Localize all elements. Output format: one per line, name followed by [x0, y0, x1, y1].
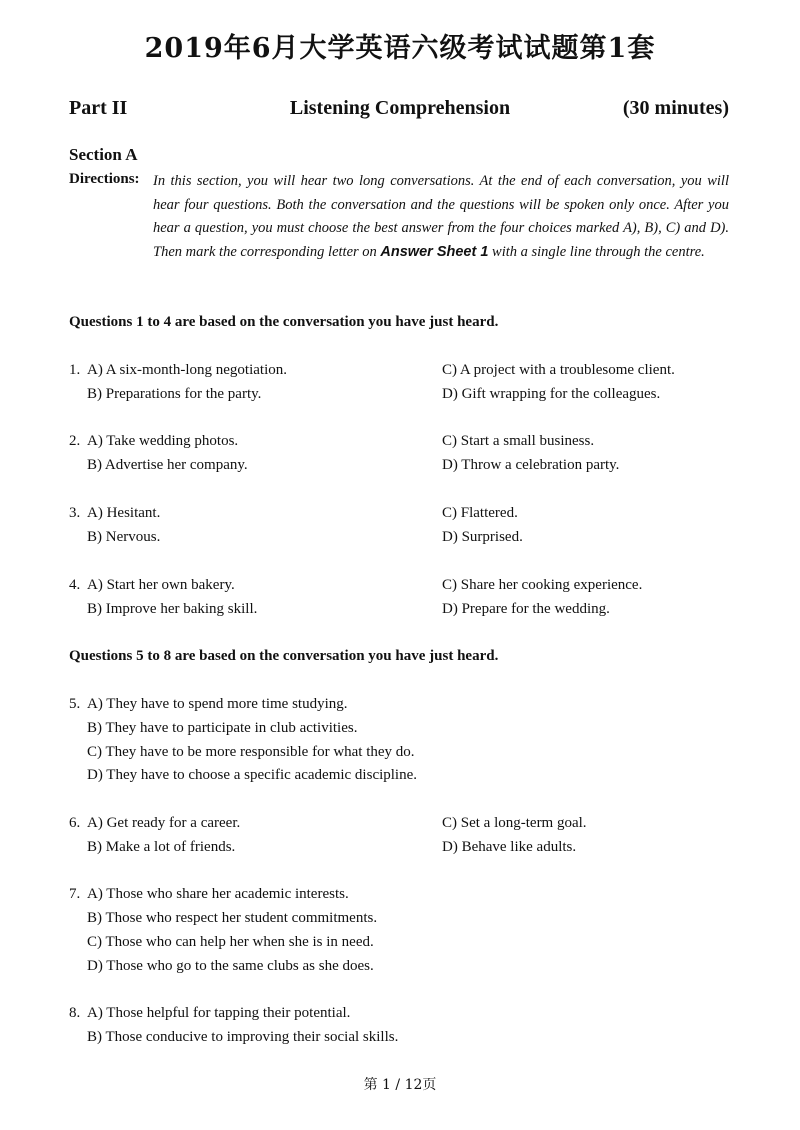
option-b: B) Preparations for the party.: [87, 386, 262, 402]
directions-text-before: In this section, you will hear two long conversations. At the end of each conversation, you will hear four questions. Both the conversation and the questions will be spoken only once. After you hear a question, you must choose the best answer from the four choices marked A), B), C) and D). Then mark the corresponding letter on: [153, 173, 729, 260]
option-a: A) Get ready for a career.: [87, 815, 241, 831]
option-a: A) Take wedding photos.: [87, 433, 239, 449]
option-c: C) Flattered.: [442, 505, 518, 521]
part-name: Listening Comprehension: [289, 97, 511, 119]
option-d: D) Surprised.: [442, 529, 523, 545]
option-c: C) Set a long-term goal.: [442, 815, 587, 831]
question-number: 1.: [69, 362, 81, 378]
option-a: A) A six-month-long negotiation.: [87, 362, 287, 378]
group2-header: Questions 5 to 8 are based on the conversation you have just heard.: [69, 648, 499, 664]
option-b: B) Those conducive to improving their social skills.: [87, 1029, 399, 1045]
question-number: 6.: [69, 815, 81, 831]
option-d: D) Throw a celebration party.: [442, 457, 620, 473]
option-b: B) Nervous.: [87, 529, 161, 545]
option-a: A) Those who share her academic interests.: [87, 886, 349, 902]
directions-text: [153, 170, 729, 264]
option-c: C) Those who can help her when she is in need.: [87, 934, 374, 950]
option-a: A) Those helpful for tapping their potential.: [87, 1005, 351, 1021]
option-d: D) Behave like adults.: [442, 839, 577, 855]
option-d: D) They have to choose a specific academic discipline.: [87, 767, 418, 783]
question-number: 2.: [69, 433, 81, 449]
option-a: A) Hesitant.: [87, 505, 161, 521]
part-time: (30 minutes): [622, 97, 729, 119]
option-a: A) Start her own bakery.: [87, 577, 235, 593]
option-b: B) Advertise her company.: [87, 457, 248, 473]
page-footer: 第 1 / 12页: [363, 1077, 437, 1093]
answer-sheet-label: Answer Sheet 1: [380, 243, 489, 260]
option-c: C) Start a small business.: [442, 433, 595, 449]
exam-title: 2019年6月大学英语六级考试试题第1套: [144, 33, 656, 64]
section-heading: Section A: [69, 145, 138, 164]
group1-header: Questions 1 to 4 are based on the conversation you have just heard.: [69, 314, 499, 330]
question-number: 5.: [69, 696, 81, 712]
part-label: Part II: [69, 97, 128, 119]
option-a: A) They have to spend more time studying.: [87, 696, 348, 712]
option-c: C) Share her cooking experience.: [442, 577, 643, 593]
option-b: B) Improve her baking skill.: [87, 601, 258, 617]
question-number: 4.: [69, 577, 81, 593]
option-c: C) A project with a troublesome client.: [442, 362, 675, 378]
option-c: C) They have to be more responsible for what they do.: [87, 744, 415, 760]
directions-label: Directions:: [69, 171, 140, 187]
option-b: B) They have to participate in club activities.: [87, 720, 358, 736]
option-d: D) Prepare for the wedding.: [442, 601, 610, 617]
question-number: 8.: [69, 1005, 81, 1021]
directions-text-after: with a single line through the centre.: [492, 243, 705, 260]
option-b: B) Those who respect her student commitments.: [87, 910, 378, 926]
question-number: 3.: [69, 505, 81, 521]
option-b: B) Make a lot of friends.: [87, 839, 236, 855]
option-d: D) Gift wrapping for the colleagues.: [442, 386, 661, 402]
option-d: D) Those who go to the same clubs as she does.: [87, 958, 374, 974]
question-number: 7.: [69, 886, 81, 902]
